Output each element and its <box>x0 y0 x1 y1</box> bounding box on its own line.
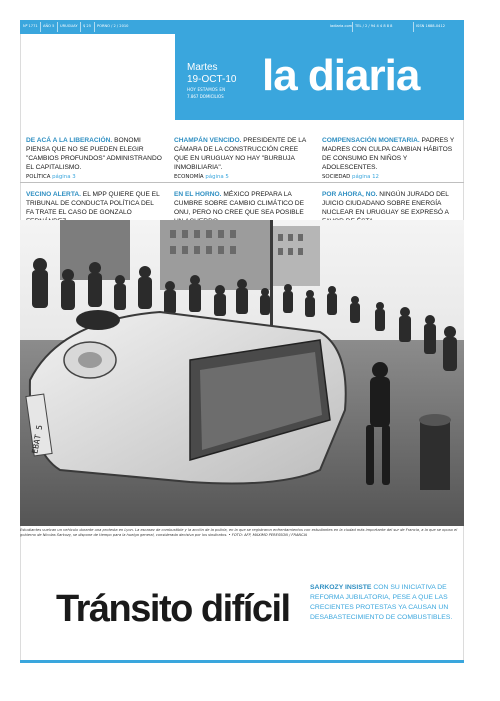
bottom-bar <box>20 660 464 663</box>
brief-section: POLÍTICA <box>26 174 51 180</box>
headline-deck <box>310 583 460 623</box>
lamp-pole <box>270 220 273 340</box>
strip-divider <box>413 22 414 32</box>
edition-count: 7.867 DOMICILIOS <box>187 94 224 99</box>
front-page <box>20 20 464 670</box>
edition-line: HOY ESTAMOS EN <box>187 87 226 92</box>
building <box>270 226 320 286</box>
street-box <box>420 420 450 490</box>
strip-divider <box>352 22 353 32</box>
overturned-car <box>26 310 346 484</box>
brief-body: EL MPP QUIERE QUE EL TRIBUNAL DE CONDUCTA POLÍTICA DEL FA TRATE EL CASO DE GONZALO <box>26 191 160 216</box>
brief-body: NINGÚN JURADO DEL JUICIO CIUDADANO SOBRE ENERGÍA NUCLEAR EN URUGUAY SE EXPRESÓ A <box>322 191 449 216</box>
brief-section: ECONOMÍA <box>174 174 204 180</box>
masthead <box>20 34 464 120</box>
country-label: URUGUAY <box>60 24 78 28</box>
brief-kicker: DE ACÁ A LA LIBERACIÓN. <box>26 137 113 144</box>
newspaper-logo: la diaria <box>262 51 420 100</box>
photo-caption: Estudiantes vuelcan un vehículo durante una protesta en Lyon. La escasez de combustible y la acción de la policía, en la que se registraron enfrentamientos con estudiantes en la ciudad más importante del sur de Francia, a la que se opuso el gobierno de Nicolas Sarkozy, se dispone de tiempo para la huelga general, considerada decisiva por los sindicatos. • FOTO: AFP, MAXIMO PERESSON / FRANCIA <box>20 528 458 537</box>
lead-photo[interactable] <box>20 220 464 526</box>
brief-page: página 12 <box>352 174 379 180</box>
strip-divider <box>80 22 81 32</box>
price-label: $ 25 <box>83 24 92 28</box>
phone-label: TEL / 2 / 94 4 4 8 8 8 <box>355 24 393 28</box>
strip-divider <box>40 22 41 32</box>
issue-number: Nº 1771 <box>23 24 38 28</box>
brief-item[interactable] <box>174 136 310 180</box>
briefs-divider <box>20 182 464 183</box>
deck-body: CON SU INICIATIVA DE REFORMA JUBILATORIA, PESE A QUE LAS CRECIENTES PROTESTAS YA CAUSAN UN DESABASTECIMIENTO DE COMBUSTIBLES. <box>310 584 453 621</box>
brief-page: página 5 <box>205 174 229 180</box>
brief-kicker: CHAMPÁN VENCIDO. <box>174 137 242 144</box>
edition-date: 19-OCT-10 <box>187 74 237 85</box>
year-label: AÑO 5 <box>43 24 55 28</box>
brief-section: SOCIEDAD <box>322 174 351 180</box>
briefs-section <box>20 120 464 226</box>
brief-page: página 3 <box>52 174 76 180</box>
license-plate: EBAT 5 <box>30 424 45 455</box>
brief-body: BONOMI PIENSA QUE NO SE PUEDEN ELEGIR "CAMBIOS PROFUNDOS" ADMINISTRANDO EL CAPITALISMO. <box>26 137 162 171</box>
brief-item[interactable] <box>322 136 458 180</box>
issn-label: ISSN 1688-0412 <box>416 24 446 28</box>
brief-kicker: VECINO ALERTA. <box>26 191 81 198</box>
strip-divider <box>57 22 58 32</box>
brief-kicker: EN EL HORNO. <box>174 191 222 198</box>
photo-illustration <box>20 220 464 526</box>
brief-kicker: POR AHORA, NO. <box>322 191 378 198</box>
brief-body: MÉXICO PREPARA LA CUMBRE SOBRE CAMBIO CLIMÁTICO DE ONU, PERO NO CREE QUE SEA POSIBLE <box>174 191 305 216</box>
brief-body: PRESIDENTE DE LA CÁMARA DE LA CONSTRUCCIÓN CREE QUE EN URUGUAY NO HAY "BURBUJA INMOBILIARIA". <box>174 137 306 171</box>
brief-body: PADRES Y MADRES CON CULPA CAMBIAN HÁBITOS DE CONSUMO EN NIÑOS Y ADOLESCENTES. <box>322 137 455 171</box>
brief-item[interactable] <box>26 136 162 180</box>
building <box>160 220 270 290</box>
brief-kicker: COMPENSACIÓN MONETARIA. <box>322 137 420 144</box>
top-info-strip <box>20 20 464 34</box>
main-headline[interactable]: Tránsito difícil <box>56 588 290 630</box>
supplement-label: PORNO / 2 / 2010 <box>97 24 129 28</box>
strip-divider <box>94 22 95 32</box>
edition-day: Martes <box>187 62 218 73</box>
site-label: ladiaria.com <box>330 24 353 28</box>
deck-lead: SARKOZY INSISTE <box>310 584 372 591</box>
